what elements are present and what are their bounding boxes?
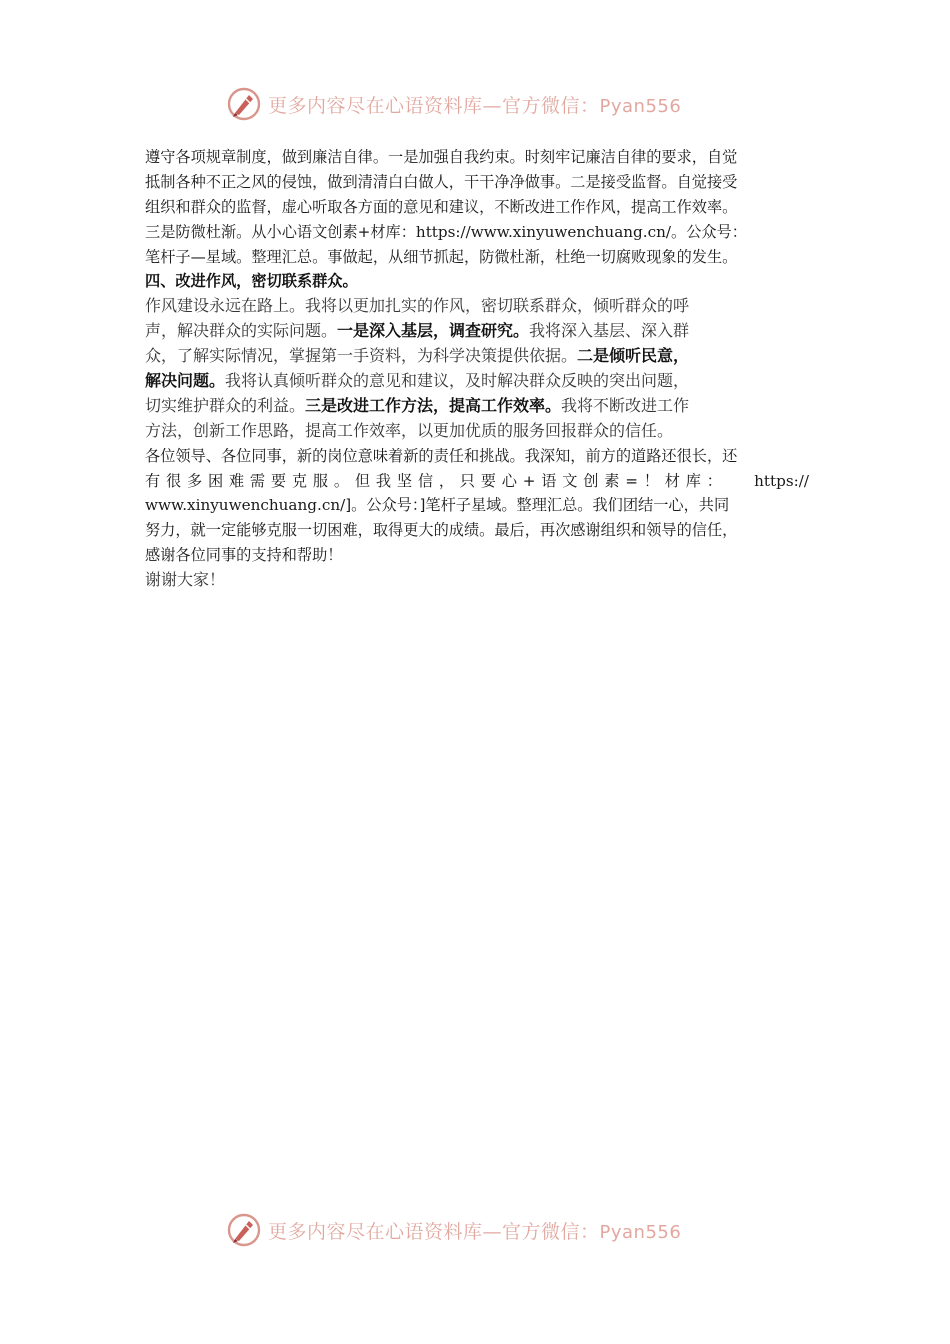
text-line: www.xinyuwenchuang.cn/]。公众号：]笔杆子星域。整理汇总。我们团结一心，共同 — [145, 496, 730, 515]
closing-line: 谢谢大家！ — [145, 570, 226, 590]
text-line: 切实维护群众的利益。三是改进工作方法，提高工作效率。我将不断改进工作 — [145, 395, 690, 415]
pen-nib-logo-icon — [226, 86, 262, 122]
bold-phrase: 一是深入基层，调查研究。 — [337, 321, 530, 341]
url-text: www.xinyuwenchuang.cn/ — [145, 496, 346, 515]
text-line: 有很多困难需要克服。但我坚信，只要心+语文创素=！材库： https:// — [145, 469, 809, 494]
url-text: https:// — [754, 471, 809, 490]
text-line: 解决问题。我将认真倾听群众的意见和建议，及时解决群众反映的突出问题， — [145, 371, 690, 391]
footer-banner — [0, 1208, 950, 1252]
bold-phrase: 解决问题。 — [145, 371, 226, 391]
banner-text: 更多内容尽在心语资料库—官方微信：Pyan556 — [268, 94, 682, 117]
banner-text: 更多内容尽在心语资料库—官方微信：Pyan556 — [268, 1220, 682, 1243]
section-heading: 四、改进作风，密切联系群众。 — [145, 272, 358, 291]
text-line: 抵制各种不正之风的侵蚀，做到清清白白做人，干干净净做事。二是接受监督。自觉接受 — [145, 172, 738, 191]
document-body — [145, 145, 809, 593]
pen-nib-logo-icon — [226, 1212, 262, 1248]
header-banner — [0, 82, 950, 126]
text-line: 笔杆子—星域。整理汇总。事做起，从细节抓起，防微杜渐，杜绝一切腐败现象的发生。 — [145, 247, 738, 266]
bold-phrase: 三是改进工作方法，提高工作效率。 — [305, 395, 562, 415]
text-line: 三是防微杜渐。从小心语文创素+材库：https://www.xinyuwenchuang.cn/。公众号： — [145, 222, 747, 241]
text-line: 方法，创新工作思路，提高工作效率，以更加优质的服务回报群众的信任。 — [145, 420, 674, 440]
text-line: 声，解决群众的实际问题。一是深入基层，调查研究。我将深入基层、深入群 — [145, 321, 690, 341]
footer-banner-inner — [226, 1208, 681, 1252]
text-line: 努力，就一定能够克服一切困难，取得更大的成绩。最后，再次感谢组织和领导的信任， — [145, 521, 738, 540]
text-line: 组织和群众的监督，虚心听取各方面的意见和建议，不断改进工作作风，提高工作效率。 — [145, 197, 738, 216]
text-line: 遵守各项规章制度，做到廉洁自律。一是加强自我约束。时刻牢记廉洁自律的要求，自觉 — [145, 148, 738, 166]
url-text: https://www.xinyuwenchuang.cn/ — [415, 222, 671, 241]
header-banner-inner — [226, 82, 681, 126]
text-line: 感谢各位同事的支持和帮助！ — [145, 546, 343, 565]
text-line: 众，了解实际情况，掌握第一手资料，为科学决策提供依据。二是倾听民意， — [145, 346, 690, 366]
bold-phrase: 二是倾听民意， — [577, 346, 690, 366]
text-line: 作风建设永远在路上。我将以更加扎实的作风，密切联系群众，倾听群众的呼 — [145, 296, 690, 316]
text-line: 各位领导、各位同事，新的岗位意味着新的责任和挑战。我深知，前方的道路还很长，还 — [145, 446, 738, 465]
